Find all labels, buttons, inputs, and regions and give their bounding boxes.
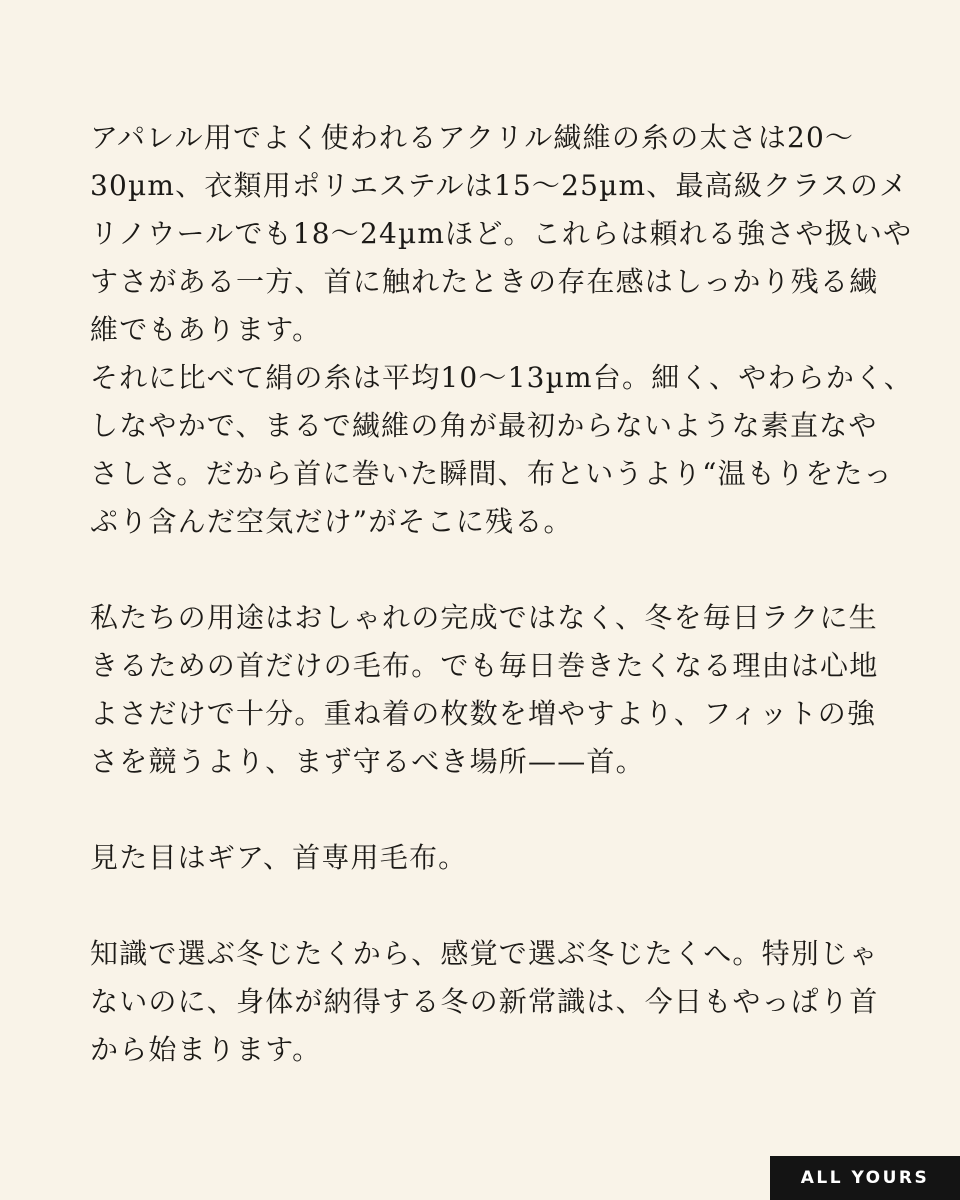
- paragraph-closing: [90, 930, 890, 1074]
- text-line: 私たちの用途はおしゃれの完成ではなく、冬を毎日ラクに生: [90, 601, 878, 634]
- paragraph-spacer: [90, 786, 890, 834]
- text-line: 見た目はギア、首専用毛布。: [90, 841, 468, 874]
- text-line: それに比べて絹の糸は平均10〜13µm台。細く、やわらかく、: [90, 361, 913, 394]
- brand-label: ALL YOURS: [800, 1168, 930, 1188]
- paragraph-gear-statement: [90, 834, 890, 882]
- text-line: きるための首だけの毛布。でも毎日巻きたくなる理由は心地: [90, 649, 879, 682]
- paragraph-silk-comparison: [90, 354, 913, 546]
- text-line: から始まります。: [90, 1033, 322, 1066]
- text-line: ないのに、身体が納得する冬の新常識は、今日もやっぱり首: [90, 985, 879, 1018]
- paragraph-fiber-thickness: [90, 114, 913, 354]
- text-line: すさがある一方、首に触れたときの存在感はしっかり残る繊: [90, 265, 879, 298]
- text-line: リノウールでも18〜24µmほど。これらは頼れる強さや扱いや: [90, 217, 913, 250]
- brand-badge: [770, 1156, 960, 1200]
- text-line: 30µm、衣類用ポリエステルは15〜25µm、最高級クラスのメ: [90, 169, 909, 202]
- paragraph-spacer: [90, 882, 890, 930]
- text-line: アパレル用でよく使われるアクリル繊維の糸の太さは20〜: [90, 121, 855, 154]
- text-line: しなやかで、まるで繊維の角が最初からないような素直なや: [90, 409, 878, 442]
- text-line: さを競うより、まず守るべき場所——首。: [90, 745, 645, 778]
- paragraph-purpose: [90, 594, 890, 786]
- paragraph-spacer: [90, 546, 890, 594]
- text-line: よさだけで十分。重ね着の枚数を増やすより、フィットの強: [90, 697, 877, 730]
- text-line: さしさ。だから首に巻いた瞬間、布というより“温もりをたっ: [90, 457, 893, 490]
- text-line: 知識で選ぶ冬じたくから、感覚で選ぶ冬じたくへ。特別じゃ: [90, 937, 879, 970]
- text-line: 維でもあります。: [90, 313, 322, 346]
- text-line: ぷり含んだ空気だけ”がそこに残る。: [90, 505, 573, 538]
- article-body: [90, 114, 913, 1074]
